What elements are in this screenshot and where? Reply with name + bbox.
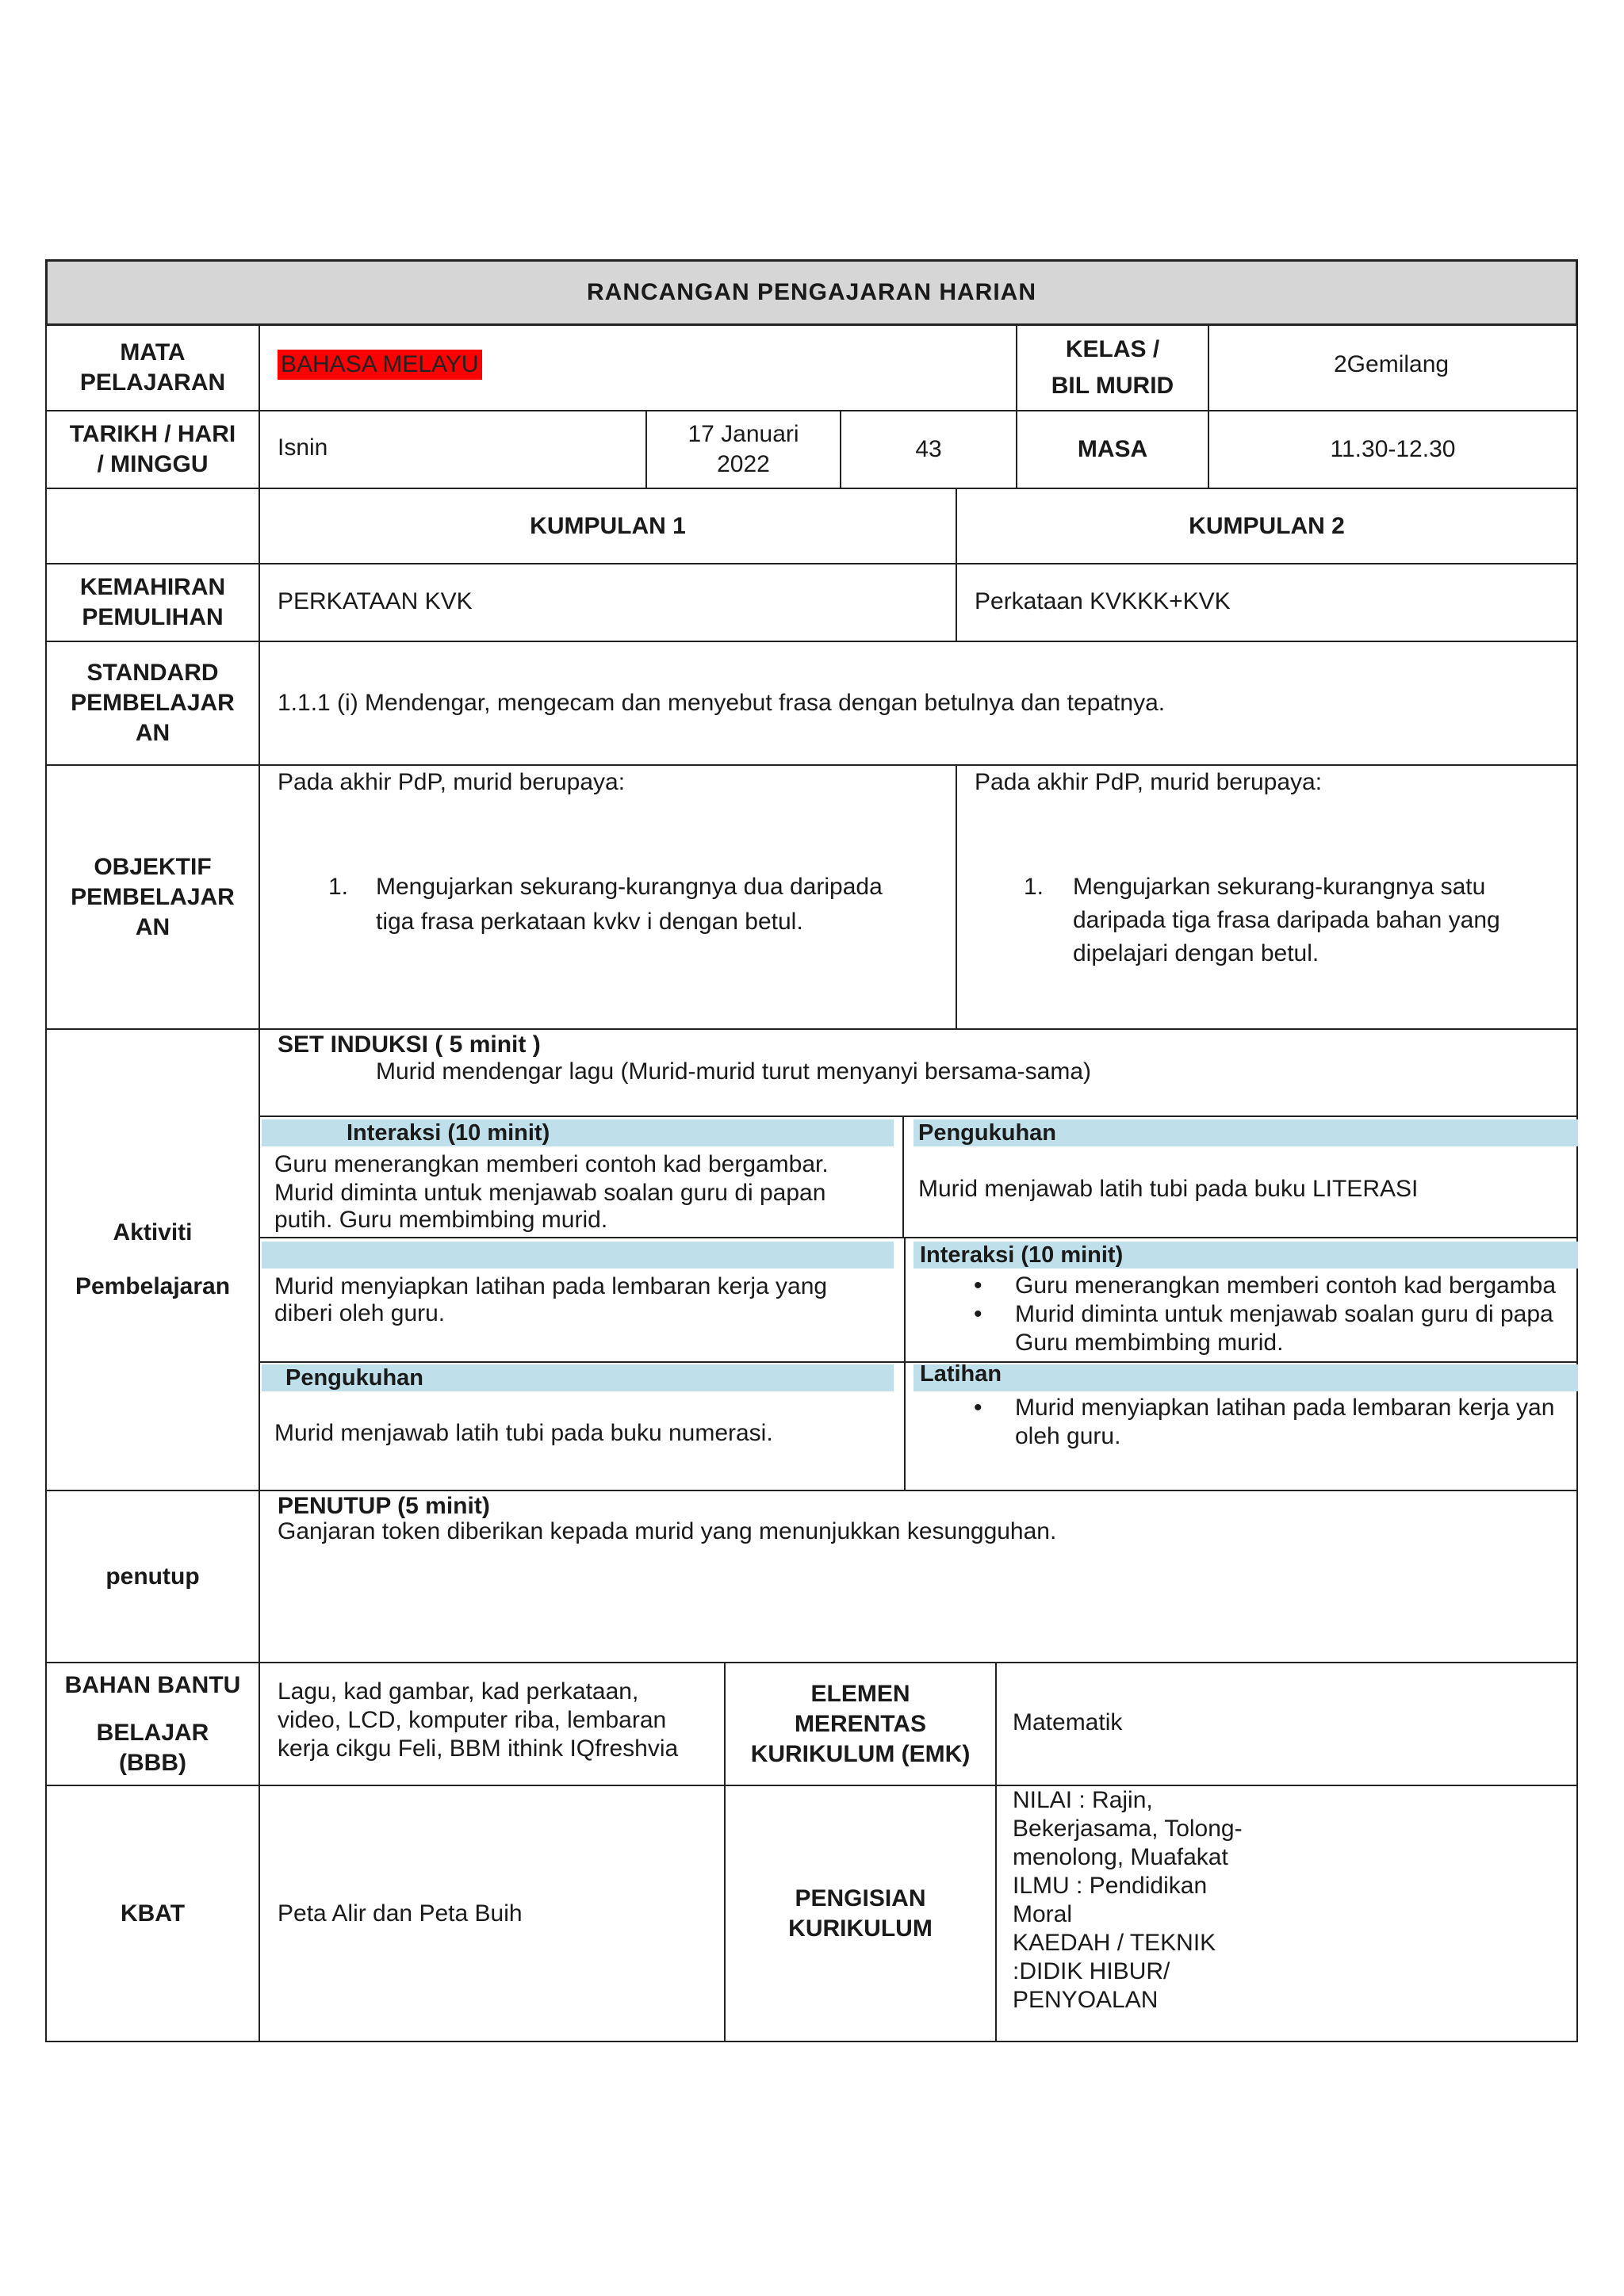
label-aktiviti	[45, 1028, 260, 1491]
k2-interaksi-list-wrap	[918, 1272, 1576, 1360]
pengisian-line: NILAI : Rajin,	[1013, 1787, 1153, 1813]
header-kumpulan-1	[259, 488, 957, 564]
label-line: BELAJAR	[96, 1719, 209, 1746]
label-line: MERENTAS	[794, 1710, 927, 1737]
pengisian-line: menolong, Muafakat	[1013, 1844, 1228, 1870]
value-masa-cell	[1208, 410, 1578, 489]
pengisian-cell	[995, 1785, 1578, 2042]
label-emk	[724, 1662, 997, 1786]
k1-interaksi-line: putih. Guru membimbing murid.	[274, 1207, 608, 1233]
list-item-text: oleh guru.	[1015, 1423, 1121, 1449]
aktiviti-divider	[259, 1237, 1578, 1238]
label-line: MASA	[1077, 436, 1148, 462]
label-line: KELAS /	[1065, 336, 1160, 362]
list-item-text: Guru menerangkan memberi contoh kad bergamba	[1015, 1272, 1557, 1299]
pengisian-line: Moral	[1013, 1901, 1073, 1927]
k1-interaksi-line: Guru menerangkan memberi contoh kad bergambar.	[274, 1151, 829, 1177]
label-line: ELEMEN	[810, 1680, 910, 1707]
subject-highlight: BAHASA MELAYU	[278, 350, 482, 380]
objektif-k1-line: Mengujarkan sekurang-kurangnya dua daripada	[376, 874, 883, 900]
k2-pengukuhan-text: Murid menjawab latih tubi pada buku LITERASI	[918, 1176, 1419, 1202]
label-line: PENGISIAN	[795, 1885, 926, 1911]
aktiviti-divider	[904, 1363, 906, 1491]
k2-interaksi-title: Interaksi (10 minit)	[920, 1242, 1124, 1268]
k1-pengukuhan-title: Pengukuhan	[285, 1365, 424, 1391]
k2-interaksi-list	[966, 1272, 1556, 1357]
k2-latihan-list	[966, 1394, 1554, 1451]
pengisian-line: Bekerjasama, Tolong-	[1013, 1816, 1243, 1842]
objektif-k1-intro: Pada akhir PdP, murid berupaya:	[278, 769, 626, 795]
value-kelas-cell	[1208, 324, 1578, 411]
label-line: PEMBELAJAR	[71, 883, 235, 910]
label-line: AN	[135, 720, 170, 746]
bbb-line: Lagu, kad gambar, kad perkataan,	[278, 1678, 639, 1705]
document-title	[45, 259, 1578, 326]
penutup-title: PENUTUP (5 minit)	[278, 1493, 490, 1519]
label-line: KUMPULAN 2	[1189, 512, 1345, 539]
aktiviti-divider	[902, 1115, 904, 1237]
label-kemahiran	[45, 563, 260, 642]
bbb-cell	[259, 1662, 726, 1786]
label-line: KUMPULAN 1	[530, 512, 686, 539]
class-name: 2Gemilang	[1334, 351, 1450, 377]
penutup-text: Ganjaran token diberikan kepada murid yang menunjukkan kesungguhan.	[278, 1518, 1057, 1544]
label-line: STANDARD	[86, 660, 219, 686]
k1-interaksi-title: Interaksi (10 minit)	[347, 1120, 550, 1146]
value-mata-pelajaran-cell	[259, 324, 1017, 411]
label-line: Aktiviti	[113, 1219, 193, 1246]
label-masa	[1016, 410, 1209, 489]
objektif-k1-number: 1.	[328, 874, 349, 900]
student-count: 43	[915, 436, 942, 462]
standard-text: 1.1.1 (i) Mendengar, mengecam dan menyebut frasa dengan betulnya dan tepatnya.	[278, 690, 1166, 716]
objektif-k2-number: 1.	[1024, 874, 1044, 900]
k1-pengukuhan-text: Murid menjawab latih tubi pada buku numerasi.	[274, 1420, 773, 1446]
label-mata-pelajaran	[45, 324, 260, 411]
list-item	[966, 1272, 1556, 1300]
label-kbat	[45, 1785, 260, 2042]
header-kumpulan-2	[956, 488, 1578, 564]
pengisian-line: ILMU : Pendidikan	[1013, 1873, 1208, 1899]
penutup-cell	[259, 1490, 1578, 1663]
kemahiran-k2: Perkataan KVKKK+KVK	[975, 588, 1231, 614]
date-line-1: 17 Januari	[688, 421, 799, 447]
label-line: OBJEKTIF	[94, 853, 212, 880]
label-line: PEMBELAJAR	[71, 690, 235, 716]
label-line: KEMAHIRAN	[79, 574, 226, 600]
label-standard	[45, 641, 260, 766]
set-induksi-title: SET INDUKSI ( 5 minit )	[278, 1031, 541, 1058]
date-line-2: 2022	[717, 451, 770, 477]
label-line: AN	[135, 913, 170, 940]
pengisian-line: KAEDAH / TEKNIK	[1013, 1930, 1216, 1956]
label-line: penutup	[105, 1563, 200, 1590]
label-line: BIL MURID	[1051, 373, 1174, 399]
k2-latihan-list-wrap	[918, 1394, 1576, 1454]
title-text: RANCANGAN PENGAJARAN HARIAN	[586, 279, 1036, 305]
pengisian-line: :DIDIK HIBUR/	[1013, 1958, 1170, 1984]
kemahiran-k2-cell	[956, 563, 1578, 642]
list-item-text: Guru membimbing murid.	[1015, 1330, 1284, 1356]
objektif-k2-line: dipelajari dengan betul.	[1073, 940, 1320, 966]
k1-latihan-line: diberi oleh guru.	[274, 1300, 446, 1326]
objektif-k2-cell	[956, 764, 1578, 1030]
label-pengisian	[724, 1785, 997, 2042]
label-line: MATA	[120, 339, 186, 365]
kemahiran-k1-cell	[259, 563, 957, 642]
value-bil-murid-cell	[840, 410, 1017, 489]
set-induksi-text: Murid mendengar lagu (Murid-murid turut menyanyi bersama-sama)	[376, 1058, 1092, 1085]
kemahiran-k1: PERKATAAN KVK	[278, 588, 473, 614]
label-line: Pembelajaran	[75, 1273, 231, 1299]
objektif-k2-line: Mengujarkan sekurang-kurangnya satu	[1073, 874, 1486, 900]
k2-latihan-title: Latihan	[920, 1361, 1002, 1387]
emk-cell	[995, 1662, 1578, 1786]
label-line: / MINGGU	[97, 451, 209, 477]
list-item-text: Murid diminta untuk menjawab soalan guru di papa	[1015, 1301, 1553, 1327]
standard-cell	[259, 641, 1578, 766]
label-line: TARIKH / HARI	[69, 421, 236, 447]
k1-latihan-line: Murid menyiapkan latihan pada lembaran kerja yang	[274, 1273, 828, 1299]
bbb-line: kerja cikgu Feli, BBM ithink IQfreshvia	[278, 1735, 679, 1762]
k2-latihan-bar	[914, 1364, 1578, 1391]
k1-interaksi-line: Murid diminta untuk menjawab soalan guru di papan	[274, 1180, 826, 1206]
value-hari-cell	[259, 410, 647, 489]
aktiviti-divider	[259, 1115, 1578, 1117]
label-kelas	[1016, 324, 1209, 411]
label-penutup	[45, 1490, 260, 1663]
aktiviti-divider	[259, 1361, 1578, 1363]
label-line: PELAJARAN	[79, 369, 226, 396]
label-line: (BBB)	[119, 1749, 186, 1776]
list-item-text: Murid menyiapkan latihan pada lembaran kerja yan	[1015, 1395, 1555, 1421]
objektif-k2-intro: Pada akhir PdP, murid berupaya:	[975, 769, 1323, 795]
value-tarikh-cell	[645, 410, 841, 489]
bbb-line: video, LCD, komputer riba, lembaran	[278, 1707, 667, 1733]
label-line: BAHAN BANTU	[64, 1671, 241, 1698]
list-item	[966, 1300, 1556, 1357]
objektif-k2-line: daripada tiga frasa daripada bahan yang	[1073, 907, 1500, 933]
objektif-k1-cell	[259, 764, 957, 1030]
label-line: KURIKULUM (EMK)	[750, 1740, 971, 1767]
label-objektif	[45, 764, 260, 1030]
label-bbb	[45, 1662, 260, 1786]
label-line: PEMULIHAN	[82, 604, 224, 630]
pengisian-line: PENYOALAN	[1013, 1987, 1159, 2013]
time-value: 11.30-12.30	[1330, 436, 1456, 462]
emk-value: Matematik	[1013, 1709, 1123, 1735]
day-value: Isnin	[278, 434, 328, 461]
k2-pengukuhan-title: Pengukuhan	[918, 1120, 1057, 1146]
list-item	[966, 1394, 1554, 1451]
label-line: KURIKULUM	[788, 1915, 933, 1942]
kbat-cell	[259, 1785, 726, 2042]
label-line: KBAT	[120, 1900, 186, 1927]
k1-latihan-bar	[262, 1242, 894, 1269]
objektif-k1-line: tiga frasa perkataan kvkv i dengan betul.	[376, 909, 803, 935]
label-tarikh	[45, 410, 260, 489]
empty-label-cell	[45, 488, 260, 564]
kbat-value: Peta Alir dan Peta Buih	[278, 1900, 523, 1927]
aktiviti-divider	[904, 1238, 906, 1361]
